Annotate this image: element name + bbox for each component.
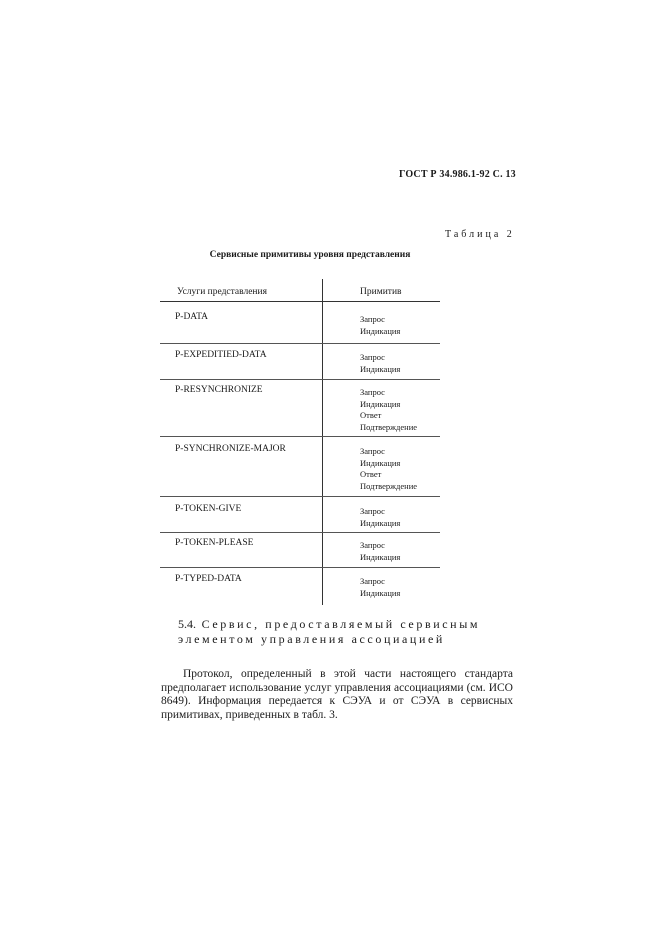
service-name: P-SYNCHRONIZE-MAJOR: [175, 444, 286, 454]
table-row-separator: [160, 379, 440, 380]
primitive-item: Запрос: [360, 446, 385, 456]
primitive-list: [360, 387, 417, 434]
primitive-list: [360, 506, 400, 529]
table-row-separator: [160, 532, 440, 533]
primitive-item: Запрос: [360, 314, 385, 324]
primitive-item: Ответ: [360, 410, 382, 421]
section-heading: [178, 617, 523, 647]
primitive-item: Запрос: [360, 387, 385, 397]
primitive-list: [360, 576, 400, 599]
primitive-list: [360, 540, 400, 563]
primitive-item: Индикация: [360, 517, 401, 528]
table-row-separator: [160, 436, 440, 437]
primitive-item: Ответ: [360, 469, 382, 480]
section-number: 5.4.: [178, 617, 196, 631]
primitive-item: Запрос: [360, 576, 385, 586]
table-header-rule: [160, 301, 440, 302]
page-header: ГОСТ Р 34.986.1-92 С. 13: [399, 169, 516, 180]
column-header-primitives: Примитив: [360, 287, 402, 297]
service-name: P-DATA: [175, 312, 209, 322]
primitive-list: [360, 446, 417, 493]
primitive-item: Индикация: [360, 325, 401, 336]
table-label: Таблица 2: [445, 229, 515, 240]
body-paragraph-text: Протокол, определенный в этой части настоящего стандарта предполагает использование услуг управления ассоциациями (см. ИСО 8649). Информация передается к СЭУА и от СЭУА в сервисных примитивах, приведенных в табл. 3.: [161, 668, 513, 721]
table-row-separator: [160, 343, 440, 344]
service-name: P-EXPEDITIED-DATA: [175, 350, 267, 360]
primitive-item: Подтверждение: [360, 481, 418, 492]
primitive-item: Подтверждение: [360, 422, 418, 433]
primitive-item: Запрос: [360, 352, 385, 362]
body-paragraph: [161, 668, 513, 722]
service-name: P-RESYNCHRONIZE: [175, 385, 263, 395]
primitive-item: Индикация: [360, 363, 401, 374]
table-row-separator: [160, 567, 440, 568]
primitive-item: Индикация: [360, 587, 401, 598]
section-title: Сервис, предоставляемый сервисным элементом управления ассоциацией: [178, 617, 481, 646]
table-caption: Сервисные примитивы уровня представления: [209, 250, 411, 260]
primitive-item: Индикация: [360, 398, 401, 409]
primitive-list: [360, 352, 400, 375]
table-row-separator: [160, 496, 440, 497]
primitive-item: Индикация: [360, 457, 401, 468]
table-column-divider: [322, 279, 323, 605]
service-name: P-TYPED-DATA: [175, 574, 242, 584]
primitive-list: [360, 314, 400, 337]
primitive-item: Запрос: [360, 540, 385, 550]
primitive-item: Индикация: [360, 551, 401, 562]
primitive-item: Запрос: [360, 506, 385, 516]
service-name: P-TOKEN-GIVE: [175, 504, 242, 514]
column-header-services: Услуги представления: [177, 287, 267, 297]
service-name: P-TOKEN-PLEASE: [175, 538, 254, 548]
primitives-table: [160, 279, 440, 605]
